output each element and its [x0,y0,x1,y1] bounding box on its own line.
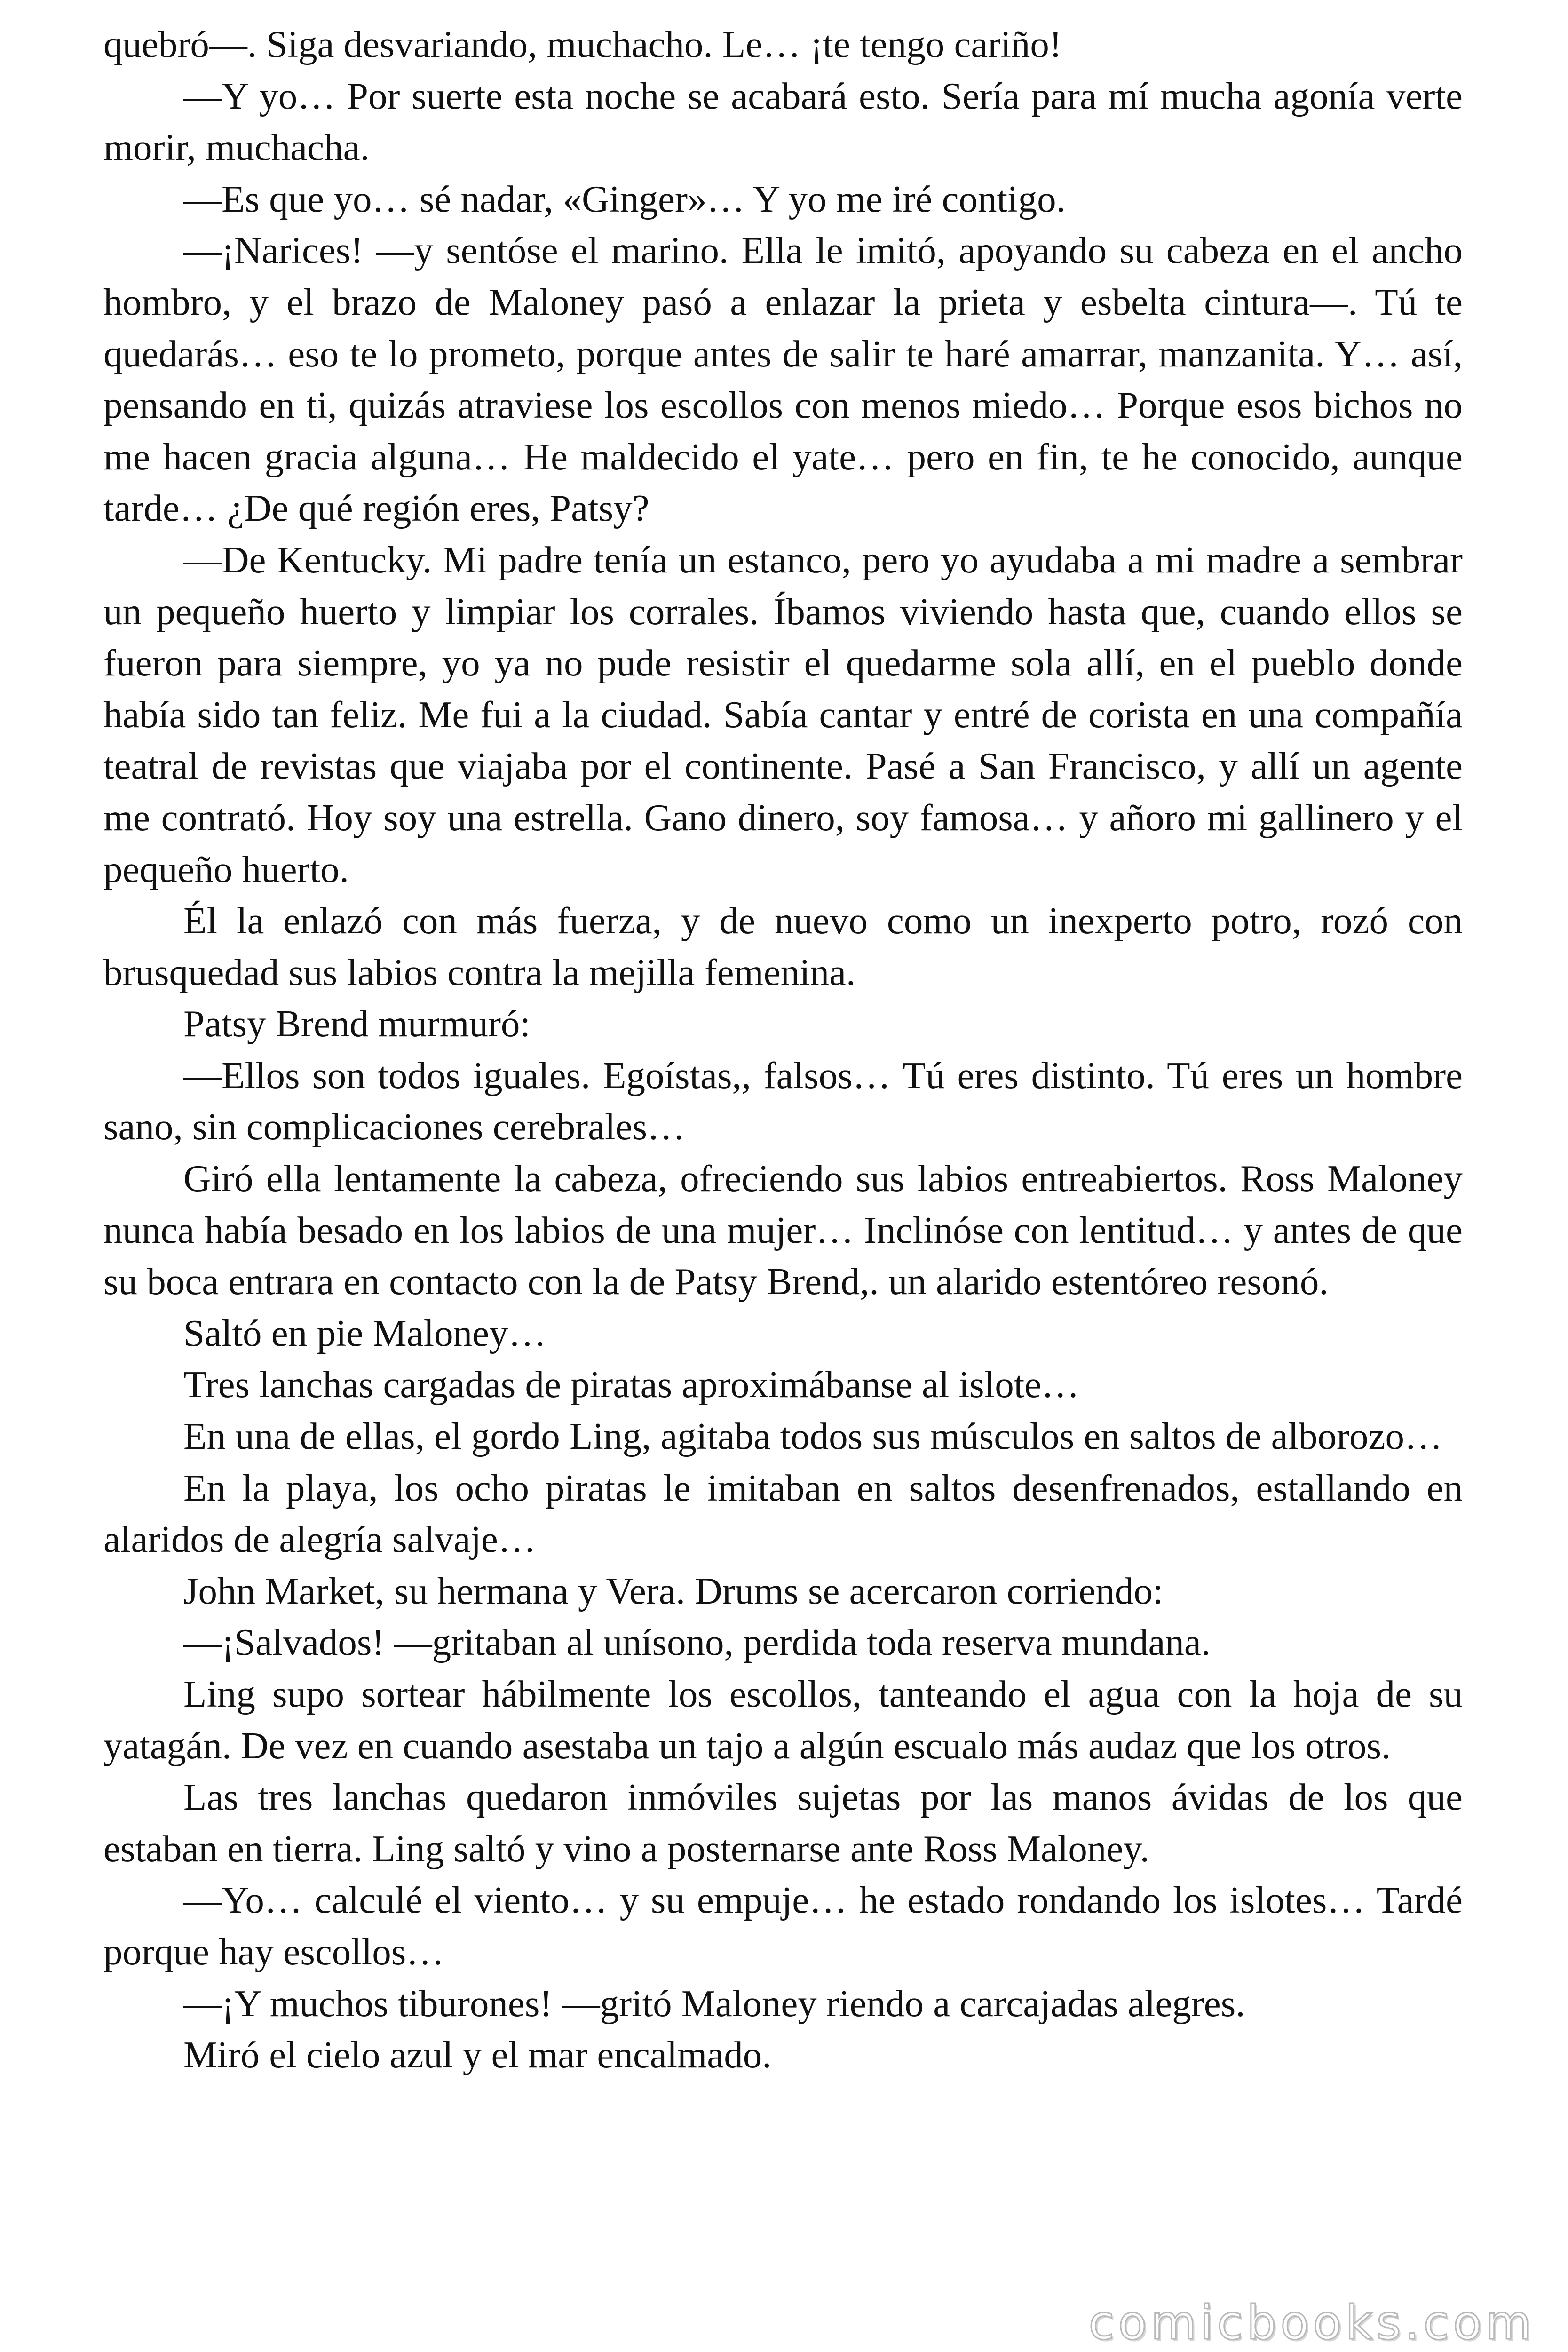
paragraph: Miró el cielo azul y el mar encalmado. [183,2034,772,2076]
body-text [103,19,1463,2081]
paragraph: Tres lanchas cargadas de piratas aproximábanse al islote… [183,1363,1080,1406]
paragraph: —¡Y muchos tiburones! —gritó Maloney riendo a carcajadas alegres. [183,1982,1245,2025]
paragraph: —Y yo… Por suerte esta noche se acabará esto. Sería para mí mucha agonía verte morir, muchacha. [103,74,1463,169]
paragraph: John Market, su hermana y Vera. Drums se acercaron corriendo: [183,1569,1164,1612]
paragraph: Giró ella lentamente la cabeza, ofreciendo sus labios entreabiertos. Ross Maloney nunca había besado en los labios de una mujer… Inclinóse con lentitud… y antes de que su boca entrara en contacto con la de Patsy Brend,. un alarido estentóreo resonó. [103,1157,1463,1303]
paragraph: quebró—. Siga desvariando, muchacho. Le… ¡te tengo cariño! [103,23,1062,65]
paragraph: —De Kentucky. Mi padre tenía un estanco, pero yo ayudaba a mi madre a sembrar un pequeño huerto y limpiar los corrales. Íbamos viviendo hasta que, cuando ellos se fueron para siempre, yo ya no pude resistir el quedarme sola allí, en el pueblo donde había sido tan feliz. Me fui a la ciudad. Sabía cantar y entré de corista en una compañía teatral de revistas que viajaba por el continente. Pasé a San Francisco, y allí un agente me contrató. Hoy soy una estrella. Gano dinero, soy famosa… y añoro mi gallinero y el pequeño huerto. [103,538,1463,890]
paragraph: Él la enlazó con más fuerza, y de nuevo como un inexperto potro, rozó con brusquedad sus labios contra la mejilla femenina. [103,899,1463,993]
paragraph: Ling supo sortear hábilmente los escollos, tanteando el agua con la hoja de su yatagán. De vez en cuando asestaba un tajo a algún escualo más audaz que los otros. [103,1673,1463,1767]
paragraph: En la playa, los ocho piratas le imitaban en saltos desenfrenados, estallando en alaridos de alegría salvaje… [103,1466,1463,1561]
paragraph: Patsy Brend murmuró: [183,1002,531,1045]
book-page [103,19,1463,2296]
paragraph: —Es que yo… sé nadar, «Ginger»… Y yo me iré contigo. [183,177,1066,220]
paragraph: —Yo… calculé el viento… y su empuje… he estado rondando los islotes… Tardé porque hay escollos… [103,1879,1463,1973]
paragraph: Saltó en pie Maloney… [183,1311,546,1354]
paragraph: —¡Salvados! —gritaban al unísono, perdida toda reserva mundana. [183,1621,1211,1664]
paragraph: —Ellos son todos iguales. Egoístas,, falsos… Tú eres distinto. Tú eres un hombre sano, sin complicaciones cerebrales… [103,1054,1463,1148]
paragraph: —¡Narices! —y sentóse el marino. Ella le imitó, apoyando su cabeza en el ancho hombro, y el brazo de Maloney pasó a enlazar la prieta y esbelta cintura—. Tú te quedarás… eso te lo prometo, porque antes de salir te haré amarrar, manzanita. Y… así, pensando en ti, quizás atraviese los escollos con menos miedo… Porque esos bichos no me hacen gracia alguna… He maldecido el yate… pero en fin, te he conocido, aunque tarde… ¿De qué región eres, Patsy? [103,229,1463,530]
watermark: comicbooks.com [1088,2295,1535,2350]
paragraph: En una de ellas, el gordo Ling, agitaba todos sus músculos en saltos de alborozo… [183,1415,1442,1458]
paragraph: Las tres lanchas quedaron inmóviles sujetas por las manos ávidas de los que estaban en tierra. Ling saltó y vino a posternarse ante Ross Maloney. [103,1776,1463,1870]
